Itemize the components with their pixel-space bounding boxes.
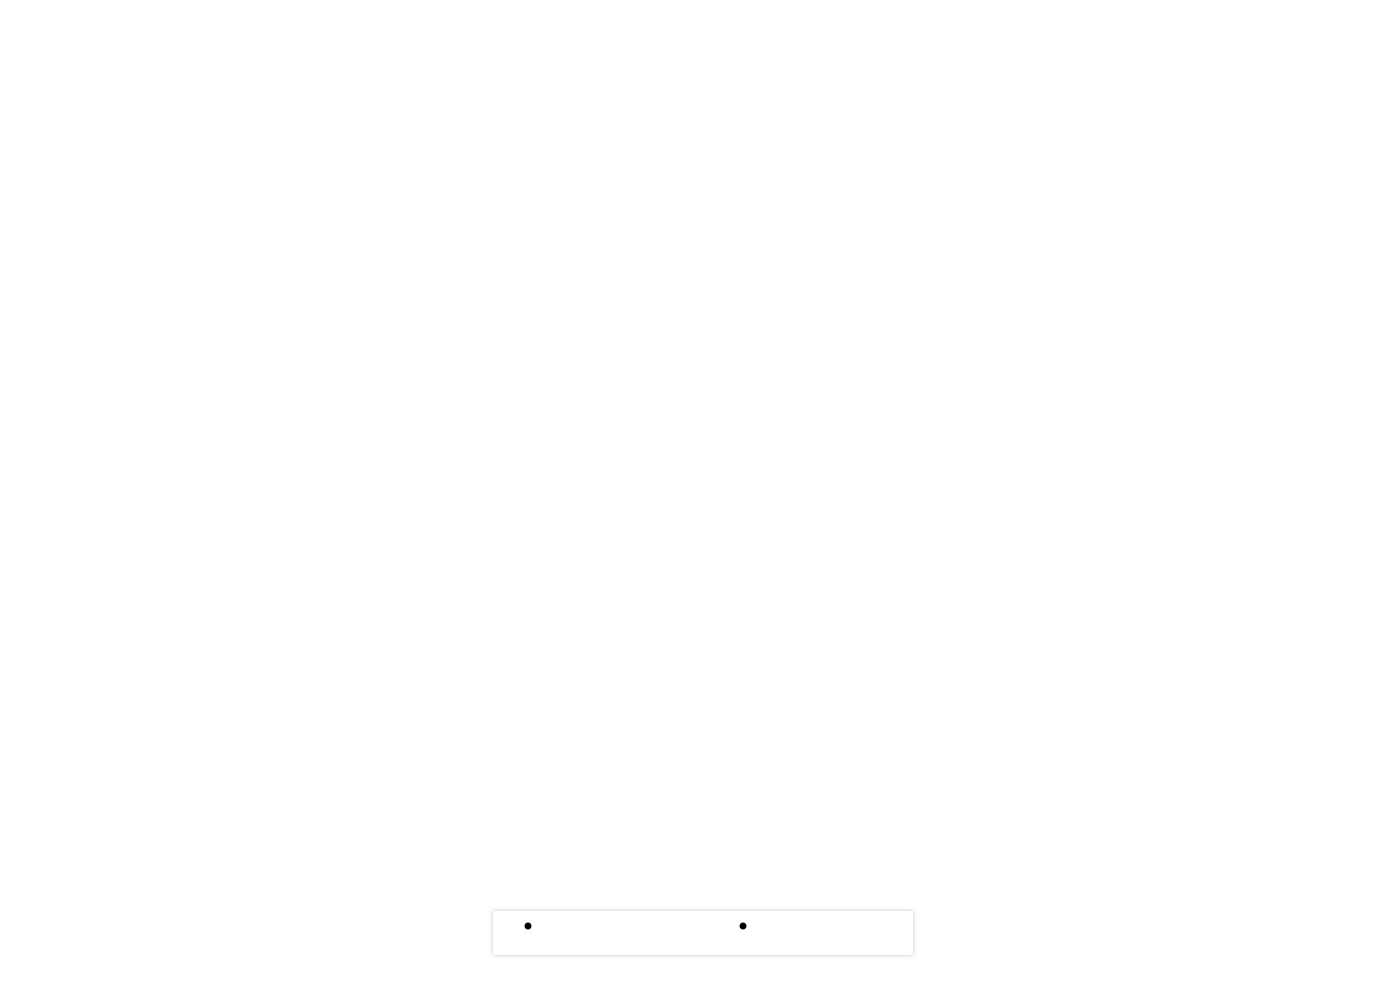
legend-swatch-pass	[514, 921, 542, 931]
legend-swatch-fail	[729, 921, 757, 931]
legend	[493, 911, 913, 955]
